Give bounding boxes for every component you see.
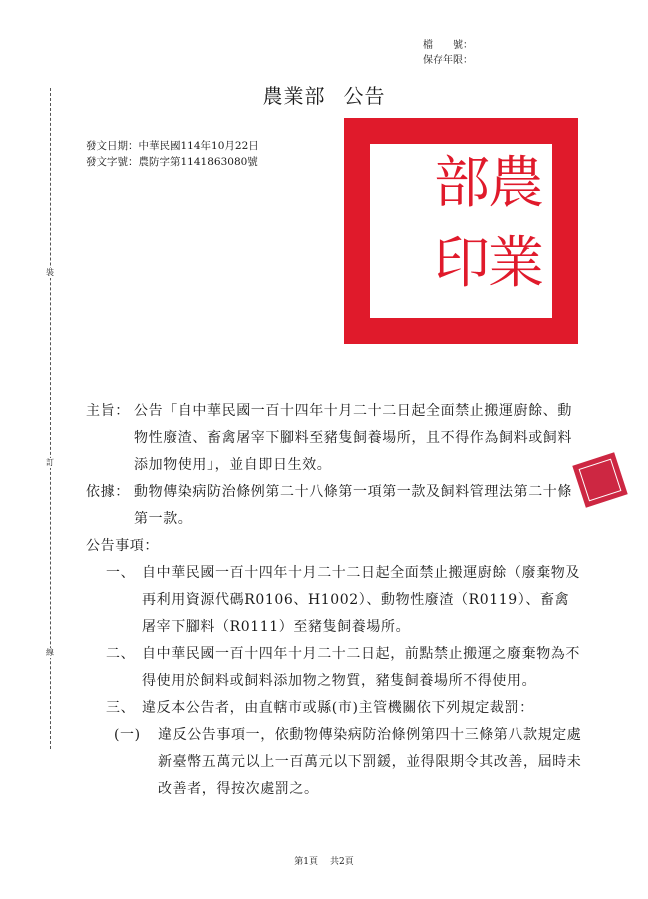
issue-info (86, 138, 259, 170)
binding-mark-middle: 訂 (46, 458, 54, 467)
subitem-text: 違反公告事項一，依動物傳染病防治條例第四十三條第八款規定處新臺幣五萬元以上一百萬元以下罰鍰，並得限期令其改善，屆時未改善者，得按次處罰之。 (158, 727, 582, 797)
seal-inner-field (370, 144, 552, 318)
subject-label: 主旨： (86, 403, 130, 419)
binding-mark-top: 裝 (46, 268, 54, 277)
document-body (86, 398, 582, 803)
item-text: 違反本公告者，由直轄市或縣(市)主管機關依下列規定裁罰： (142, 700, 534, 716)
page-footer (0, 854, 648, 867)
subject-paragraph (86, 398, 582, 479)
announcement-heading: 公告事項： (86, 538, 159, 554)
item-label: 二、 (106, 646, 136, 662)
announcement-item (86, 641, 582, 695)
page-title (0, 80, 648, 109)
announcement-item (86, 560, 582, 641)
subject-text: 公告「自中華民國一百十四年十月二十二日起全面禁止搬運廚餘、動物性廢渣、畜禽屠宰下腳料至豬隻飼養場所，且不得作為飼料或飼料添加物使用」，並自即日生效。 (134, 403, 572, 473)
total-pages: 共2頁 (330, 857, 354, 867)
item-label: 三、 (106, 700, 136, 716)
file-number-label: 檔 號： (423, 40, 473, 51)
binding-mark-bottom: 線 (46, 648, 54, 657)
item-text: 自中華民國一百十四年十月二十二日起全面禁止搬運廚餘（廢棄物及再利用資源代碼R0106、H1002）、動物性廢渣（R0119）、畜禽屠宰下腳料（R0111）至豬隻飼養場所。 (142, 565, 580, 635)
basis-label: 依據： (86, 484, 130, 500)
issue-number: 發文字號：農防字第1141863080號 (86, 156, 258, 168)
seal-glyph: 印 (434, 231, 490, 296)
basis-paragraph (86, 479, 582, 533)
basis-text: 動物傳染病防治條例第二十八條第一項第一款及飼料管理法第二十條第一款。 (134, 484, 572, 527)
seal-glyph: 部 (434, 151, 490, 216)
announcement-subitem (86, 722, 582, 803)
subitem-label: (一) (114, 727, 141, 743)
document-type: 公告 (343, 84, 386, 108)
seal-glyph: 業 (488, 231, 544, 296)
document-meta (423, 38, 473, 68)
announcement-item (86, 695, 582, 722)
retention-label: 保存年限： (423, 55, 473, 66)
item-label: 一、 (106, 565, 136, 581)
item-text: 自中華民國一百十四年十月二十二日起，前點禁止搬運之廢棄物為不得使用於飼料或飼料添加物之物質，豬隻飼養場所不得使用。 (142, 646, 580, 689)
page-number: 第1頁 (294, 857, 318, 867)
issue-date: 發文日期：中華民國114年10月22日 (86, 140, 259, 152)
seal-glyph: 農 (488, 151, 544, 216)
official-seal (344, 118, 578, 344)
agency-name: 農業部 (262, 84, 326, 108)
